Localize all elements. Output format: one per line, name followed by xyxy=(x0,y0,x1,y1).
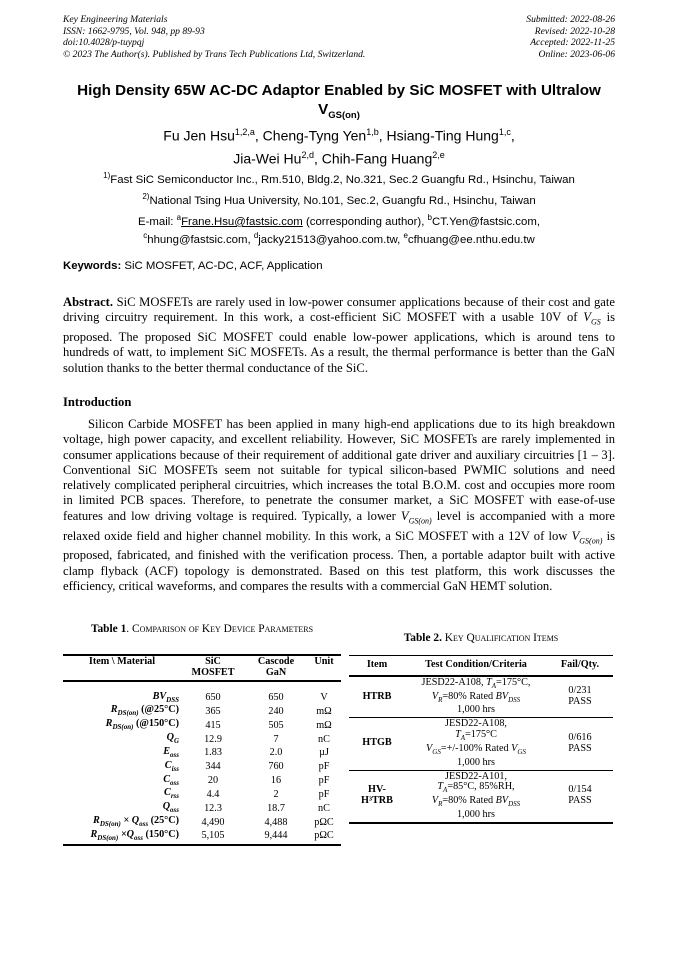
table1-sic-value: 4,490 xyxy=(201,816,225,828)
table1-sic-value: 12.9 xyxy=(204,733,222,745)
table1-sic-value: 5,105 xyxy=(201,830,225,842)
condition-sub: GS xyxy=(517,747,526,756)
intro-text-2: level is accompanied with a more relaxed oxide field and higher channel mobility. In this work, a SiC MOSFET with a 12V of low xyxy=(63,508,615,543)
table1-gan-value: 18.7 xyxy=(267,802,285,814)
table1-row xyxy=(63,747,341,761)
item-symbol: R xyxy=(90,828,98,840)
journal-info xyxy=(63,14,365,60)
item-suffix: ×Q xyxy=(118,828,134,840)
affiliation-1 xyxy=(63,169,615,187)
email-d[interactable]: jacky21513@yahoo.com.tw, xyxy=(258,233,404,246)
table1-header: SiC MOSFET xyxy=(191,656,235,678)
table1-unit: pΩC xyxy=(314,816,334,828)
item-symbol: R xyxy=(110,704,118,716)
table1-gan-value: 760 xyxy=(268,761,284,773)
date-submitted: Submitted: 2022-08-26 xyxy=(526,14,615,25)
condition-symbol: T xyxy=(455,729,461,741)
item-suffix: (150°C) xyxy=(142,828,179,840)
result-line: 0/616 xyxy=(568,732,592,744)
table1-row xyxy=(63,719,341,733)
item-sub: G xyxy=(173,737,179,746)
intro-text-3: is proposed, fabricated, and finished with the verification process. Then, a portable adaptor built with active clamp flyback (ACF) topology is demonstrated. Based on this test platform, this work discusses the efficiency, critical waveforms, and compares the results with a commercial GaN HEMT solution. xyxy=(63,528,615,593)
condition-line: 1,000 hrs xyxy=(457,756,495,768)
result-line: 0/231 xyxy=(568,685,592,697)
condition-line: $V_{GS}=+/-100\%$ Rated $V_{GS}$ xyxy=(426,742,526,756)
item-sub: iss xyxy=(171,764,179,773)
condition-line: $T_A=175^\circ C$ xyxy=(455,729,497,743)
intro-v2-sub: GS(on) xyxy=(579,536,603,546)
table1-gan-value: 505 xyxy=(268,719,284,731)
item-sub: DS(on) xyxy=(97,833,119,842)
table1-unit: mΩ xyxy=(316,705,332,717)
keywords-label: Keywords: xyxy=(63,260,122,272)
table1-row xyxy=(63,830,341,845)
item-sub: DS(on) xyxy=(112,723,134,732)
author: Cheng-Tyng Yen xyxy=(262,127,367,144)
table2-result xyxy=(547,676,613,718)
table2-item: HV- H³TRB xyxy=(361,784,393,807)
table2-result xyxy=(547,770,613,823)
item-symbol: Q xyxy=(166,732,174,744)
result-line: PASS xyxy=(568,795,592,807)
intro-text-1: Silicon Carbide MOSFET has been applied in many high-end applications due to its high breakdown voltage, high power capacity, and excellent reliability. However, SiC MOSFETs are rarely implemented in consumer applications because of their requirement of additional gate driver and auxiliary circuitries [1 – 3]. Conventional SiC MOSFETs seem not suitable for typical silicon-based PWMIC solutions and need relatively complicated peripheral circuitries, which increases the total B.O.M. cost and occupies more room in limited PCB spaces. Therefore, to penetrate the consumer market, a SiC MOSFET with ease-of-use features and low driving voltage is required. Typically, a lower xyxy=(63,417,615,523)
condition-sub: R xyxy=(438,800,443,809)
table1-row xyxy=(63,775,341,789)
table2-header: Fail/Qty. xyxy=(560,659,600,670)
abstract-text-1: SiC MOSFETs are rarely used in low-power consumer applications because of their cost and gate driving circuitry requirement. In this work, a cost-efficient SiC MOSFET with a usable 10V of xyxy=(63,295,615,325)
condition-line: $V_R=80\%$ Rated $BV_{DSS}$ xyxy=(431,795,521,809)
abstract xyxy=(63,295,615,376)
table1-row xyxy=(63,733,341,747)
table1-unit: pF xyxy=(318,775,330,787)
item-symbol: C xyxy=(163,773,171,785)
item-sub: oss xyxy=(170,750,179,759)
item-sub: rss xyxy=(170,792,179,801)
paper-title-text: High Density 65W AC-DC Adaptor Enabled by SiC MOSFET with Ultralow V xyxy=(77,82,601,118)
item-symbol: C xyxy=(164,759,172,771)
email-c[interactable]: hhung@fastsic.com, xyxy=(147,233,254,246)
table1-gan-value: 9,444 xyxy=(264,830,288,842)
condition-symbol: V xyxy=(511,742,518,754)
table1-gan-value: 2 xyxy=(273,788,279,800)
table1-item xyxy=(63,775,181,789)
author: Fu Jen Hsu xyxy=(163,127,235,144)
condition-sub: A xyxy=(460,734,466,743)
table2-condition xyxy=(405,770,547,823)
condition-sub: DSS xyxy=(508,695,521,704)
item-symbol: C xyxy=(164,787,171,799)
condition-symbol: T xyxy=(486,676,492,688)
abstract-vgs: V xyxy=(583,310,591,325)
table1-item xyxy=(63,719,181,733)
table2 xyxy=(349,655,613,824)
table1-unit: pΩC xyxy=(314,830,334,842)
journal-copyright: © 2023 The Author(s). Published by Trans Tech Publications Ltd, Switzerland. xyxy=(63,48,366,60)
item-sub: oss xyxy=(170,806,179,815)
table2-item: HTRB xyxy=(362,690,392,702)
table1-sic-value: 650 xyxy=(205,692,221,704)
table2-condition xyxy=(405,718,547,770)
table1-gan-value: 16 xyxy=(270,775,282,787)
email-b[interactable]: CT.Yen@fastsic.com, xyxy=(431,215,540,228)
condition-sub: A xyxy=(443,786,448,795)
journal-name: Key Engineering Materials xyxy=(63,14,168,25)
item-sub: oss xyxy=(134,833,143,842)
item-symbol: E xyxy=(163,745,171,757)
author: Hsiang-Ting Hung xyxy=(386,127,499,144)
table1-unit: V xyxy=(320,692,328,704)
table1-gan-value: 240 xyxy=(268,705,284,717)
table1-header: Unit xyxy=(314,656,334,667)
condition-sub: DSS xyxy=(508,800,521,809)
table2-header: Test Condition/Criteria xyxy=(425,659,527,670)
paper-title-subscript: GS(on) xyxy=(328,110,360,122)
table1-row xyxy=(63,705,341,719)
date-online: Online: 2023-06-06 xyxy=(538,48,615,60)
author: Jia-Wei Hu xyxy=(233,150,302,167)
table1-unit: mΩ xyxy=(316,719,332,731)
keywords xyxy=(63,260,615,272)
table1-item xyxy=(63,816,181,830)
paper-title xyxy=(63,81,615,125)
item-suffix: (@25°C) xyxy=(138,704,179,716)
table1-row xyxy=(63,816,341,830)
condition-sub: GS xyxy=(432,747,441,756)
affiliation-text: Fast SiC Semiconductor Inc., Rm.510, Bldg.2, No.321, Sec.2 Guangfu Rd., Hsinchu, Taiwan xyxy=(110,173,575,186)
intro-v1-sub: GS(on) xyxy=(408,516,432,526)
author-list: Fu Jen Hsu$^{1,2,a}$, Cheng-Tyng Yen$^{1,b}$, Hsiang-Ting Hung$^{1,c}$, Jia-Wei Hu$^{2,d}$, Chih-Fang Huang$^{2,e}$ xyxy=(163,127,515,167)
item-sub: DS(on) xyxy=(117,709,139,718)
item-sub: DSS xyxy=(166,695,179,704)
table1-sic-value: 12.3 xyxy=(204,802,222,814)
table2-label: Table 2. xyxy=(403,632,442,644)
condition-symbol: V xyxy=(426,742,433,754)
table2-result xyxy=(547,718,613,770)
result-line: PASS xyxy=(568,742,592,754)
table1-caption-text: . Comparison of Key Device Parameters xyxy=(126,623,314,635)
item-suffix: (@150°C) xyxy=(133,718,179,730)
condition-symbol: V xyxy=(431,795,439,807)
email-note: (corresponding author), xyxy=(302,215,428,228)
table2-header: Item xyxy=(366,659,388,670)
table1-unit: nC xyxy=(318,733,330,745)
item-suffix: (25°C) xyxy=(148,815,179,827)
table2-caption-text: Key Qualification Items xyxy=(441,632,559,644)
condition-symbol: BV xyxy=(495,795,509,807)
intro-paragraph xyxy=(63,417,615,594)
table1-row xyxy=(63,788,341,802)
table2-row xyxy=(349,770,613,823)
affiliation-text: National Tsing Hua University, No.101, Sec.2, Guangfu Rd., Hsinchu, Taiwan xyxy=(149,194,536,207)
table1-item xyxy=(63,681,181,706)
item-suffix: × Q xyxy=(120,815,140,827)
table1-gan-value: 2.0 xyxy=(269,747,283,759)
result-line: 0/154 xyxy=(568,784,592,796)
table2-condition xyxy=(405,676,547,718)
table1-item xyxy=(63,761,181,775)
table1-sic-value: 365 xyxy=(205,705,221,717)
table1-gan-value: 7 xyxy=(273,733,279,745)
author-sup: 1,2,a xyxy=(234,127,255,137)
item-sub: oss xyxy=(170,778,179,787)
intro-v1: V xyxy=(400,508,409,523)
item-symbol: R xyxy=(93,815,100,827)
table1-item xyxy=(63,802,181,816)
abstract-label: Abstract. xyxy=(63,295,114,309)
table1-item xyxy=(63,733,181,747)
author: Chih-Fang Huang xyxy=(321,150,433,167)
table1-header: Item \ Material xyxy=(88,656,156,667)
email-prefix: E-mail: xyxy=(138,215,177,228)
intro-v2: V xyxy=(571,528,580,543)
table1-sic-value: 4.4 xyxy=(206,788,220,800)
condition-sub: R xyxy=(438,695,443,704)
table1-item xyxy=(63,747,181,761)
table2-item: HTGB xyxy=(362,737,392,749)
table1 xyxy=(63,654,341,846)
table1-sic-value: 20 xyxy=(207,775,219,787)
table1-label: Table 1 xyxy=(90,623,127,635)
affiliation-sup: 1) xyxy=(103,171,111,180)
email-e[interactable]: cfhuang@ee.nthu.edu.tw xyxy=(407,233,535,246)
table2-row xyxy=(349,676,613,718)
affiliation-2 xyxy=(63,190,615,208)
table1-unit: pF xyxy=(318,761,330,773)
condition-line: JESD22-A101, xyxy=(445,770,507,782)
table1-caption xyxy=(63,623,341,636)
item-sub: oss xyxy=(139,820,149,829)
author-sup: 1,b xyxy=(366,127,379,137)
abstract-vgs-sub: GS xyxy=(590,317,601,327)
table1-unit: pF xyxy=(318,788,330,800)
condition-line: JESD22-A108, xyxy=(445,718,507,730)
table1-unit: nC xyxy=(318,802,330,814)
condition-sub: A xyxy=(491,681,497,690)
condition-symbol: T xyxy=(437,781,444,793)
keywords-text: SiC MOSFET, AC-DC, ACF, Application xyxy=(121,260,323,272)
table2-caption xyxy=(349,632,613,645)
table1-gan-value: 4,488 xyxy=(264,816,288,828)
condition-line: JESD22-A108, $T_A=175^\circ C$, xyxy=(421,676,531,690)
table1-item xyxy=(63,788,181,802)
table1-sic-value: 415 xyxy=(205,719,221,731)
author-sup: 1,c xyxy=(498,127,511,137)
condition-line: 1,000 hrs xyxy=(457,808,495,820)
table1-row xyxy=(63,761,341,775)
condition-line: 1,000 hrs xyxy=(457,704,495,716)
item-symbol: R xyxy=(105,718,113,730)
date-revised: Revised: 2022-10-28 xyxy=(534,25,615,37)
table1-item xyxy=(63,705,181,719)
dates-info xyxy=(526,14,615,60)
journal-issn: ISSN: 1662-9795, Vol. 948, pp 89-93 xyxy=(63,25,205,37)
condition-line: $V_R=80\%$ Rated $BV_{DSS}$ xyxy=(431,690,521,704)
condition-symbol: V xyxy=(431,690,439,702)
affiliation-sup: 2) xyxy=(142,192,150,201)
item-sub: DS(on) xyxy=(99,820,121,829)
author-sup: 2,e xyxy=(432,149,445,160)
table1-sic-value: 1.83 xyxy=(204,747,222,759)
item-symbol: BV xyxy=(152,690,167,702)
result-line: PASS xyxy=(568,696,592,708)
date-accepted: Accepted: 2022-11-25 xyxy=(530,37,615,49)
author-sup: 2,d xyxy=(301,149,314,160)
email-block: E-mail: $^a$Frane.Hsu@fastsic.com (corresponding author), $^b$CT.Yen@fastsic.com, $^c$hhung@fastsic.com, $^d$jacky21513@yahoo.com.tw, $^e$cfhuang@ee.nthu.edu.tw xyxy=(138,213,540,246)
table1-row xyxy=(63,681,341,706)
item-symbol: Q xyxy=(162,801,171,813)
condition-line: $T_A=85^\circ C$, 85%RH, xyxy=(437,781,515,795)
journal-doi: doi:10.4028/p-tuypqj xyxy=(63,37,145,49)
table1-gan-value: 650 xyxy=(268,692,284,704)
intro-heading: Introduction xyxy=(63,395,132,409)
abstract-text-2: is proposed. The proposed SiC MOSFET could enable low-power applications, which is around tens to hundreds of watt, to implement SiC MOSFETs. As a result, the thermal performance is better than the GaN solution thanks to the better thermal conductance of the SiC. xyxy=(63,310,615,375)
table1-header: Cascode GaN xyxy=(257,656,295,678)
table1-sic-value: 344 xyxy=(205,761,221,773)
table1-unit: µJ xyxy=(319,747,329,759)
table2-row xyxy=(349,718,613,770)
table1-row xyxy=(63,802,341,816)
table1-item xyxy=(63,830,181,845)
condition-symbol: BV xyxy=(495,690,509,702)
email-a[interactable]: Frane.Hsu@fastsic.com xyxy=(181,215,303,228)
